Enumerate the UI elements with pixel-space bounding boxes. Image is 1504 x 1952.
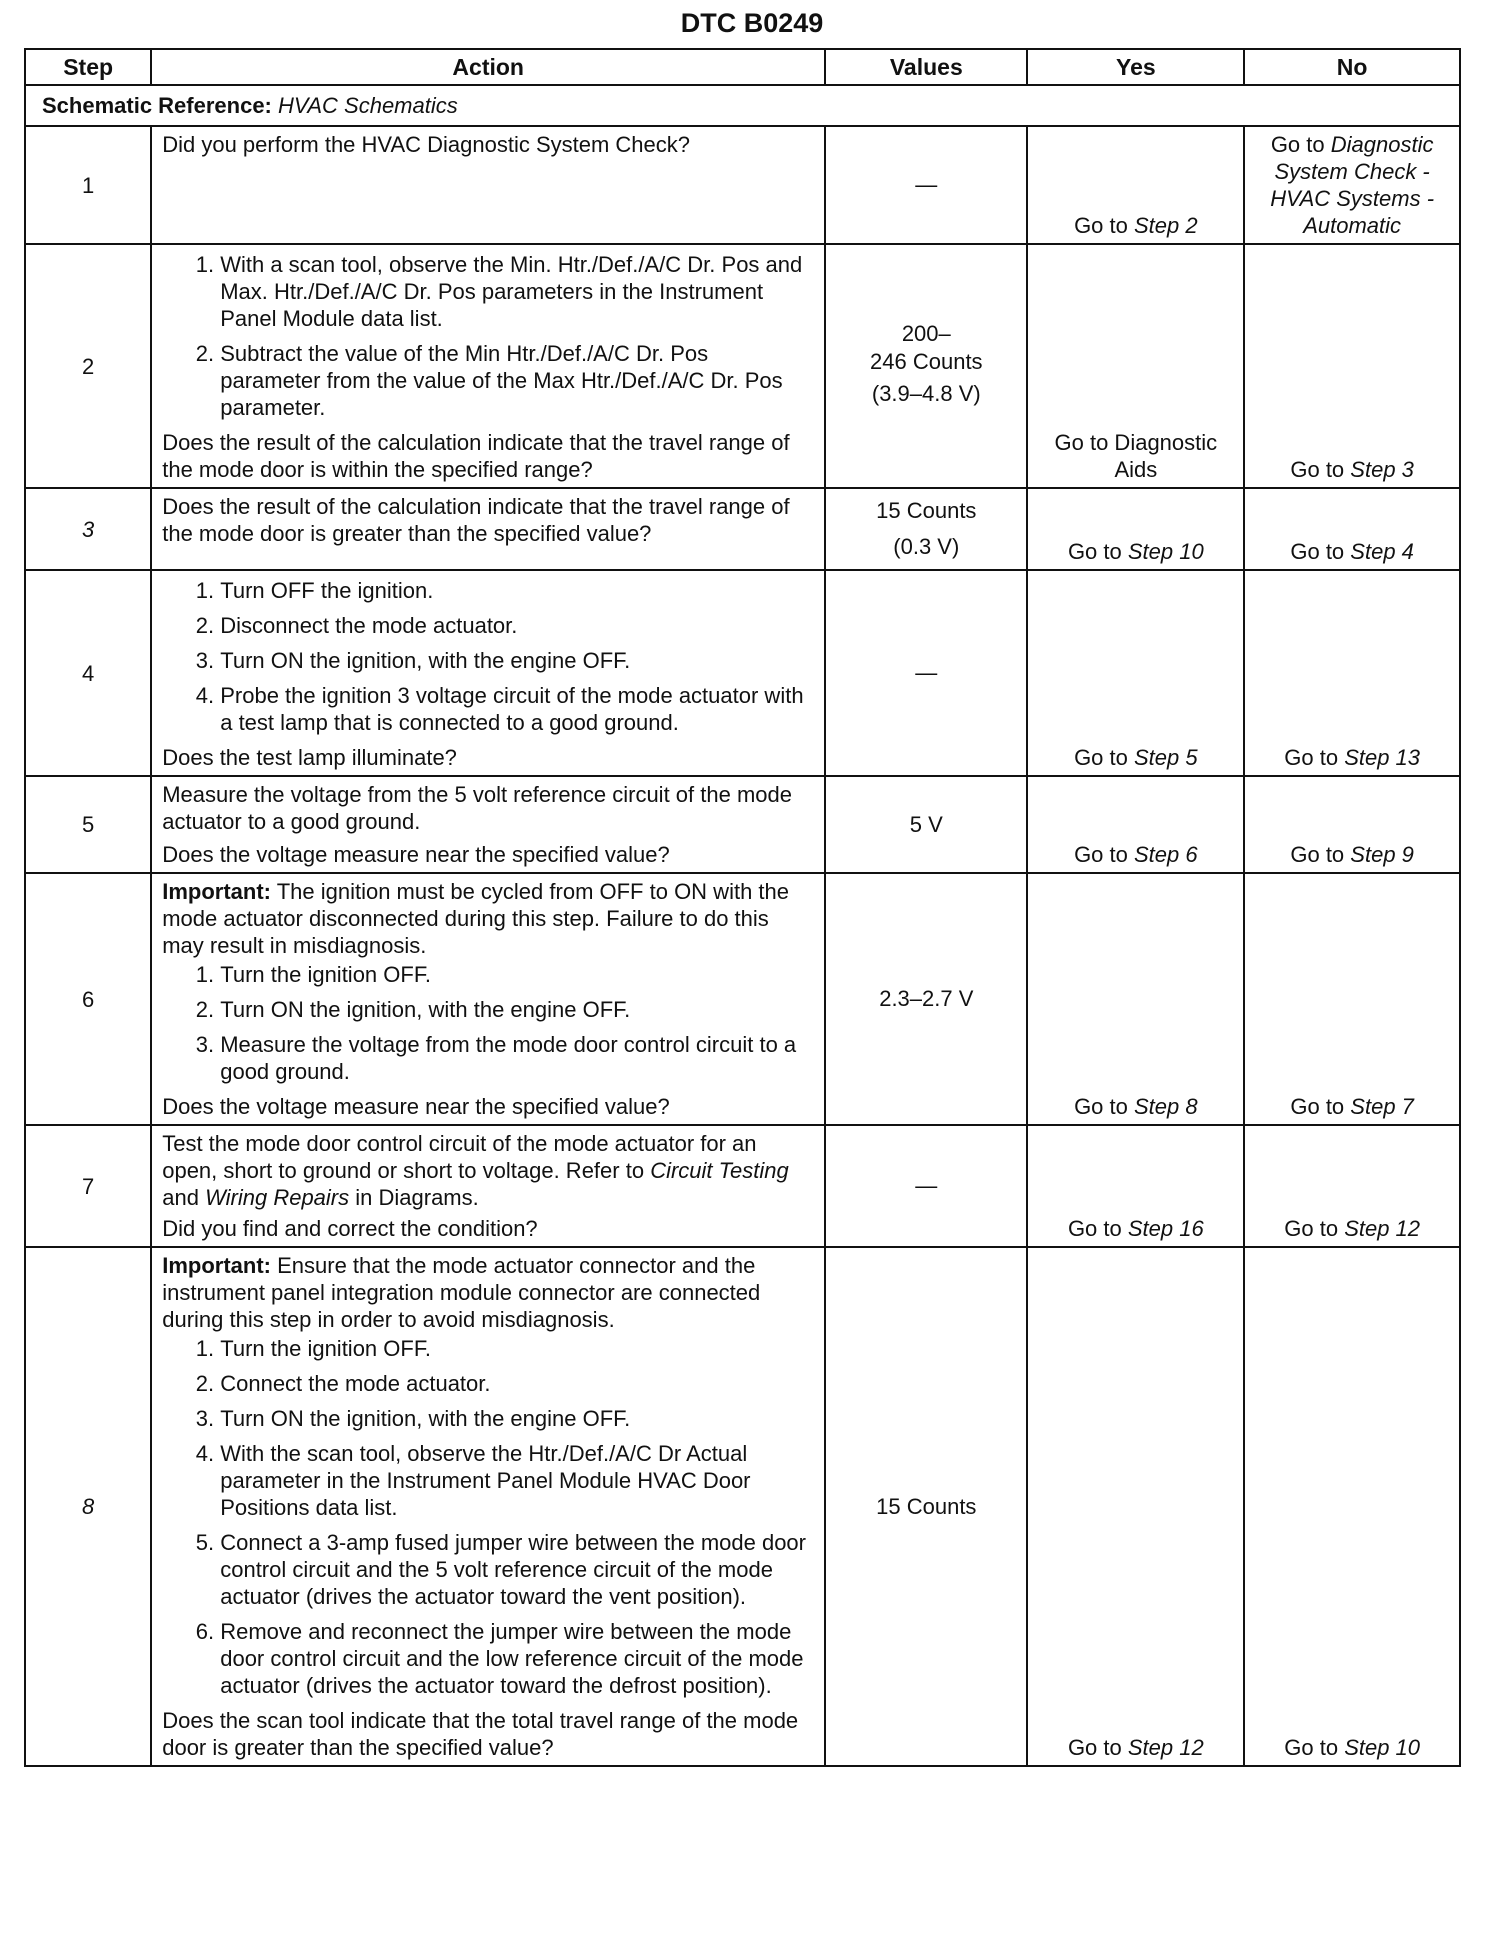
no-link[interactable]: Step 4: [1350, 539, 1414, 564]
no-cell: [1244, 244, 1460, 488]
list-item: 3. Turn ON the ignition, with the engine OFF.: [220, 647, 814, 674]
list-item: 2. Turn ON the ignition, with the engine OFF.: [220, 996, 814, 1023]
header-row: [25, 49, 1460, 85]
question-text: Does the test lamp illuminate?: [162, 745, 457, 770]
list-item: 1. With a scan tool, observe the Min. Htr./Def./A/C Dr. Pos and Max. Htr./Def./A/C Dr. Pos parameters in the Instrument Panel Module data list.: [220, 251, 814, 332]
value-line: (0.3 V): [893, 534, 960, 559]
table-row: [25, 488, 1460, 570]
yes-link[interactable]: Step 6: [1134, 842, 1198, 867]
schematic-reference: [25, 85, 1460, 126]
procedure-list: [162, 577, 814, 736]
list-item: 5. Connect a 3-amp fused jumper wire between the mode door control circuit and the 5 volt reference circuit of the mode actuator (drives the actuator toward the vent position).: [220, 1529, 814, 1610]
value-cell: —: [825, 126, 1027, 244]
procedure-list: [162, 1335, 814, 1699]
table-row: [25, 1247, 1460, 1766]
value-cell: [825, 244, 1027, 488]
no-link[interactable]: Step 3: [1350, 457, 1414, 482]
list-item: 3. Measure the voltage from the mode door control circuit to a good ground.: [220, 1031, 814, 1085]
yes-link[interactable]: Step 16: [1127, 1216, 1204, 1241]
step-number: 2: [25, 244, 151, 488]
list-item: 1. Turn the ignition OFF.: [220, 1335, 814, 1362]
reference-row: [25, 85, 1460, 126]
list-item: 4. Probe the ignition 3 voltage circuit of the mode actuator with a test lamp that is connected to a good ground.: [220, 682, 814, 736]
procedure-list: [162, 961, 814, 1085]
yes-cell: [1027, 1125, 1244, 1247]
action-text: Does the result of the calculation indicate that the travel range of the mode door is greater than the specified value?: [162, 494, 790, 546]
goto-text: Go to: [1290, 1094, 1345, 1119]
goto-text: Go to: [1074, 842, 1128, 867]
goto-text: Go to: [1290, 457, 1345, 482]
action-part: and: [162, 1185, 199, 1210]
yes-link[interactable]: Go to Diagnostic Aids: [1054, 430, 1218, 482]
question-text: Does the result of the calculation indicate that the travel range of the mode door is within the specified range?: [162, 430, 790, 482]
no-cell: [1244, 1247, 1460, 1766]
important-label: Important:: [162, 879, 271, 904]
yes-link[interactable]: Step 2: [1134, 213, 1198, 238]
col-action: Action: [151, 49, 825, 85]
important-note: [162, 878, 814, 959]
col-values: Values: [825, 49, 1027, 85]
no-link[interactable]: Step 9: [1350, 842, 1414, 867]
yes-cell: [1027, 244, 1244, 488]
procedure-list: [162, 251, 814, 421]
value-line: 15 Counts: [876, 498, 977, 523]
action-cell: [151, 570, 825, 776]
goto-text: Go to: [1284, 1735, 1339, 1760]
yes-link[interactable]: Step 5: [1134, 745, 1198, 770]
table-row: [25, 873, 1460, 1125]
value-line: 200–: [901, 321, 951, 346]
yes-link[interactable]: Step 8: [1134, 1094, 1198, 1119]
yes-cell: [1027, 488, 1244, 570]
action-cell: [151, 126, 825, 244]
table-row: [25, 776, 1460, 873]
step-number: 6: [25, 873, 151, 1125]
goto-text: Go to: [1270, 132, 1325, 157]
goto-text: Go to: [1067, 1216, 1122, 1241]
circuit-testing-link[interactable]: Circuit Testing: [650, 1158, 789, 1183]
table-row: [25, 570, 1460, 776]
goto-text: Go to: [1074, 1094, 1128, 1119]
step-number: 4: [25, 570, 151, 776]
question-text: Does the voltage measure near the specified value?: [162, 1094, 670, 1119]
reference-link[interactable]: HVAC Schematics: [278, 93, 458, 118]
step-number: 5: [25, 776, 151, 873]
action-part: Test the mode door control circuit of the mode actuator for an open, short to ground or short to voltage. Refer to: [162, 1131, 757, 1183]
value-cell: [825, 488, 1027, 570]
table-row: [25, 1125, 1460, 1247]
goto-text: Go to: [1067, 1735, 1122, 1760]
table-row: [25, 244, 1460, 488]
no-cell: [1244, 126, 1460, 244]
yes-cell: [1027, 776, 1244, 873]
action-text: Did you perform the HVAC Diagnostic System Check?: [162, 132, 691, 157]
yes-cell: [1027, 126, 1244, 244]
no-cell: [1244, 570, 1460, 776]
list-item: 4. With the scan tool, observe the Htr./Def./A/C Dr Actual parameter in the Instrument Panel Module HVAC Door Positions data list.: [220, 1440, 814, 1521]
step-number: 8: [25, 1247, 151, 1766]
no-link[interactable]: Step 7: [1350, 1094, 1414, 1119]
question-text: Does the voltage measure near the specified value?: [162, 842, 670, 867]
important-note: [162, 1252, 814, 1333]
value-cell: —: [825, 570, 1027, 776]
goto-text: Go to: [1290, 539, 1345, 564]
goto-text: Go to: [1074, 213, 1128, 238]
value-line: (3.9–4.8 V): [871, 381, 981, 406]
goto-text: Go to: [1074, 745, 1128, 770]
col-no: No: [1244, 49, 1460, 85]
no-cell: [1244, 776, 1460, 873]
no-cell: [1244, 1125, 1460, 1247]
action-cell: [151, 488, 825, 570]
goto-text: Go to: [1067, 539, 1122, 564]
no-link[interactable]: Step 10: [1344, 1735, 1421, 1760]
important-text: Ensure that the mode actuator connector and the instrument panel integration module connector are connected during this step in order to avoid misdiagnosis.: [162, 1253, 761, 1332]
list-item: 1. Turn the ignition OFF.: [220, 961, 814, 988]
action-text: Measure the voltage from the 5 volt reference circuit of the mode actuator to a good ground.: [162, 782, 792, 834]
col-step: Step: [25, 49, 151, 85]
important-text: The ignition must be cycled from OFF to ON with the mode actuator disconnected during this step. Failure to do this may result in misdiagnosis.: [162, 879, 789, 958]
value-cell: 15 Counts: [825, 1247, 1027, 1766]
value-cell: 2.3–2.7 V: [825, 873, 1027, 1125]
yes-link[interactable]: Step 12: [1127, 1735, 1204, 1760]
list-item: 3. Turn ON the ignition, with the engine OFF.: [220, 1405, 814, 1432]
action-cell: [151, 1125, 825, 1247]
action-part: in Diagrams.: [355, 1185, 479, 1210]
step-number: 7: [25, 1125, 151, 1247]
action-cell: [151, 244, 825, 488]
list-item: 2. Connect the mode actuator.: [220, 1370, 814, 1397]
diagnostic-table: [24, 48, 1461, 1767]
no-link[interactable]: Step 13: [1344, 745, 1421, 770]
important-label: Important:: [162, 1253, 271, 1278]
yes-cell: [1027, 873, 1244, 1125]
value-line: 246 Counts: [870, 349, 983, 374]
list-item: 6. Remove and reconnect the jumper wire between the mode door control circuit and the low reference circuit of the mode actuator (drives the actuator toward the defrost position).: [220, 1618, 814, 1699]
yes-cell: [1027, 570, 1244, 776]
list-item: 1. Turn OFF the ignition.: [220, 577, 814, 604]
step-number: 3: [25, 488, 151, 570]
action-cell: [151, 776, 825, 873]
list-item: 2. Subtract the value of the Min Htr./Def./A/C Dr. Pos parameter from the value of the Max Htr./Def./A/C Dr. Pos parameter.: [220, 340, 814, 421]
step-number: 1: [25, 126, 151, 244]
action-cell: [151, 873, 825, 1125]
no-link[interactable]: Diagnostic System Check - HVAC Systems - Automatic: [1270, 132, 1435, 238]
yes-link[interactable]: Step 10: [1127, 539, 1204, 564]
goto-text: Go to: [1284, 745, 1339, 770]
goto-text: Go to: [1290, 842, 1345, 867]
value-cell: —: [825, 1125, 1027, 1247]
question-text: Does the scan tool indicate that the total travel range of the mode door is greater than the specified value?: [162, 1708, 799, 1760]
col-yes: Yes: [1027, 49, 1244, 85]
no-link[interactable]: Step 12: [1344, 1216, 1421, 1241]
question-text: Did you find and correct the condition?: [162, 1216, 538, 1241]
list-item: 2. Disconnect the mode actuator.: [220, 612, 814, 639]
reference-label: Schematic Reference:: [42, 93, 272, 118]
wiring-repairs-link[interactable]: Wiring Repairs: [205, 1185, 350, 1210]
goto-text: Go to: [1284, 1216, 1339, 1241]
no-cell: [1244, 488, 1460, 570]
table-row: [25, 126, 1460, 244]
yes-cell: [1027, 1247, 1244, 1766]
value-cell: 5 V: [825, 776, 1027, 873]
action-text: [162, 1130, 814, 1211]
action-cell: [151, 1247, 825, 1766]
no-cell: [1244, 873, 1460, 1125]
page-title: DTC B0249: [680, 8, 824, 38]
